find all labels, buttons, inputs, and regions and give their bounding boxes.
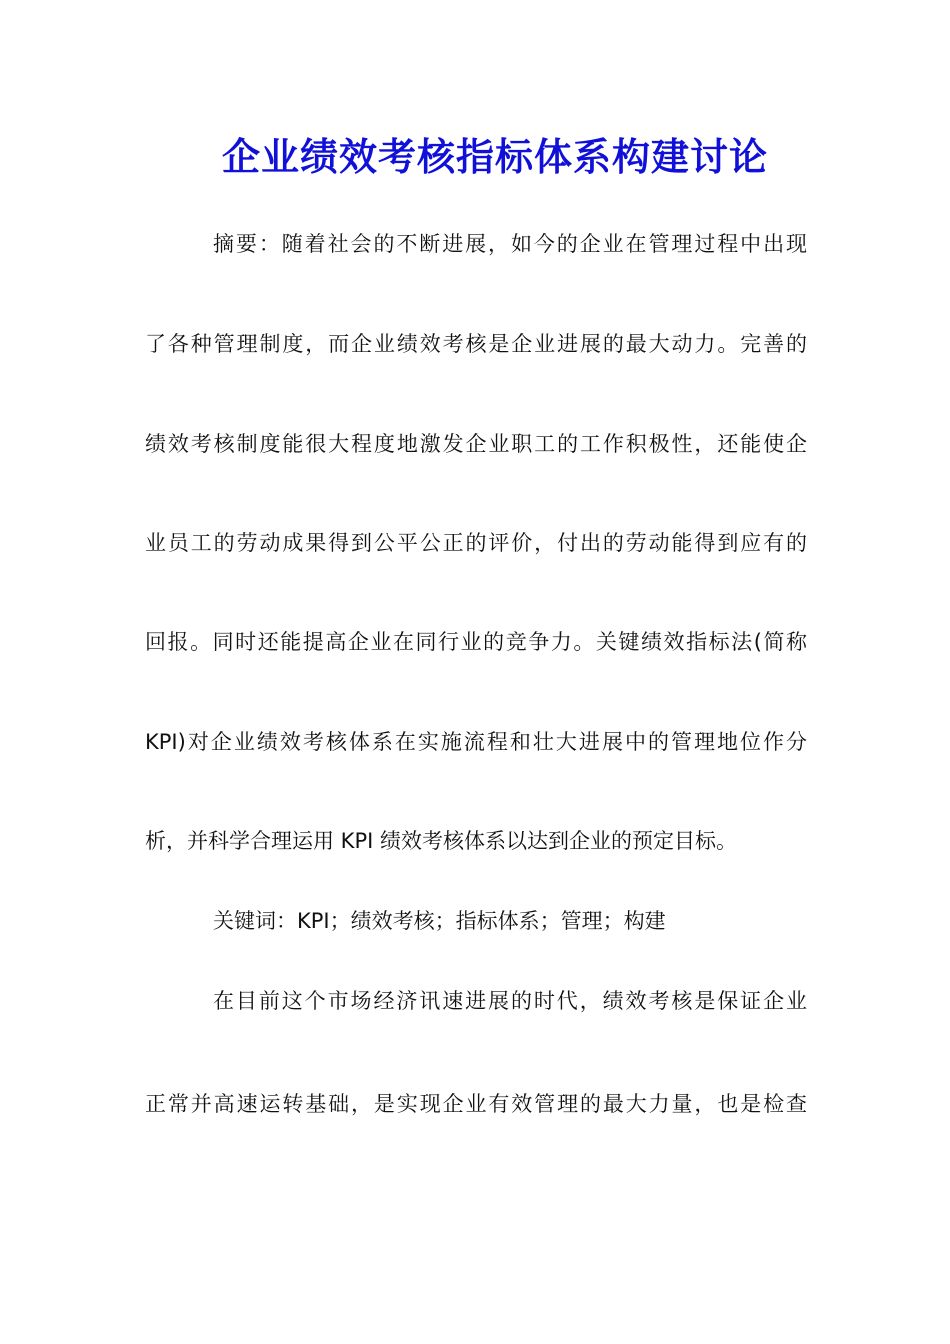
abstract-line-6: KPI)对企业绩效考核体系在实施流程和壮大进展中的管理地位作分 [145,730,807,754]
body-line-2: 正常并高速运转基础，是实现企业有效管理的最大力量，也是检查 [145,1092,807,1116]
abstract-line-5: 回报。同时还能提高企业在同行业的竞争力。关键绩效指标法(简称 [145,630,807,654]
abstract-line-2: 了各种管理制度，而企业绩效考核是企业进展的最大动力。完善的 [145,332,807,356]
abstract-line-7: 析，并科学合理运用 KPI 绩效考核体系以达到企业的预定目标。 [145,829,737,853]
abstract-line-4: 业员工的劳动成果得到公平公正的评价，付出的劳动能得到应有的 [145,531,807,555]
keywords-line: 关键词：KPI；绩效考核；指标体系；管理；构建 [213,909,666,933]
body-line-1: 在目前这个市场经济讯速进展的时代，绩效考核是保证企业 [213,989,807,1013]
document-title: 企业绩效考核指标体系构建讨论 [221,134,768,179]
abstract-line-3: 绩效考核制度能很大程度地激发企业职工的工作积极性，还能使企 [145,432,807,456]
abstract-line-1: 摘要：随着社会的不断进展，如今的企业在管理过程中出现 [213,232,807,256]
